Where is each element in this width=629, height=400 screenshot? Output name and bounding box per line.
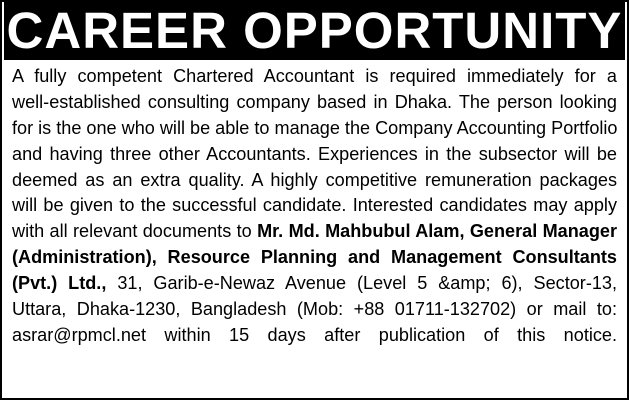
- body-line: will be given to the successful candidate. Interested candidates may apply: [12, 195, 617, 216]
- body-line: deemed as an extra quality. A highly competitive remuneration packages: [12, 169, 617, 190]
- body-line: [12, 245, 617, 271]
- ad-title: CAREER OPPORTUNITY: [4, 2, 625, 60]
- body-line: with all relevant documents to Mr. Md. Mahbubul Alam, General Manager: [12, 221, 617, 242]
- company-name: (Administration), Resource Planning and Management Consultants: [12, 247, 617, 268]
- body-line: and having three other Accountants. Experiences in the subsector will be: [12, 143, 617, 164]
- body-line: Uttara, Dhaka-1230, Bangladesh (Mob: +88 01711-132702) or mail to:: [12, 299, 617, 320]
- body-line: asrar@rpmcl.net within 15 days after publication of this notice.: [12, 324, 617, 345]
- body-line: A fully competent Chartered Accountant is required immediately for a: [12, 66, 617, 86]
- ad-body: [12, 64, 617, 349]
- contact-name: Mr. Md. Mahbubul Alam, General Manager: [257, 221, 617, 242]
- body-line: for is the one who will be able to manage the Company Accounting Portfolio: [12, 117, 617, 138]
- body-line: (Pvt.) Ltd., 31, Garib-e-Newaz Avenue (Level 5 &amp; 6), Sector-13,: [12, 273, 617, 294]
- body-line: well-established consulting company based in Dhaka. The person looking: [12, 91, 617, 112]
- company-name-suffix: (Pvt.) Ltd.,: [12, 273, 107, 294]
